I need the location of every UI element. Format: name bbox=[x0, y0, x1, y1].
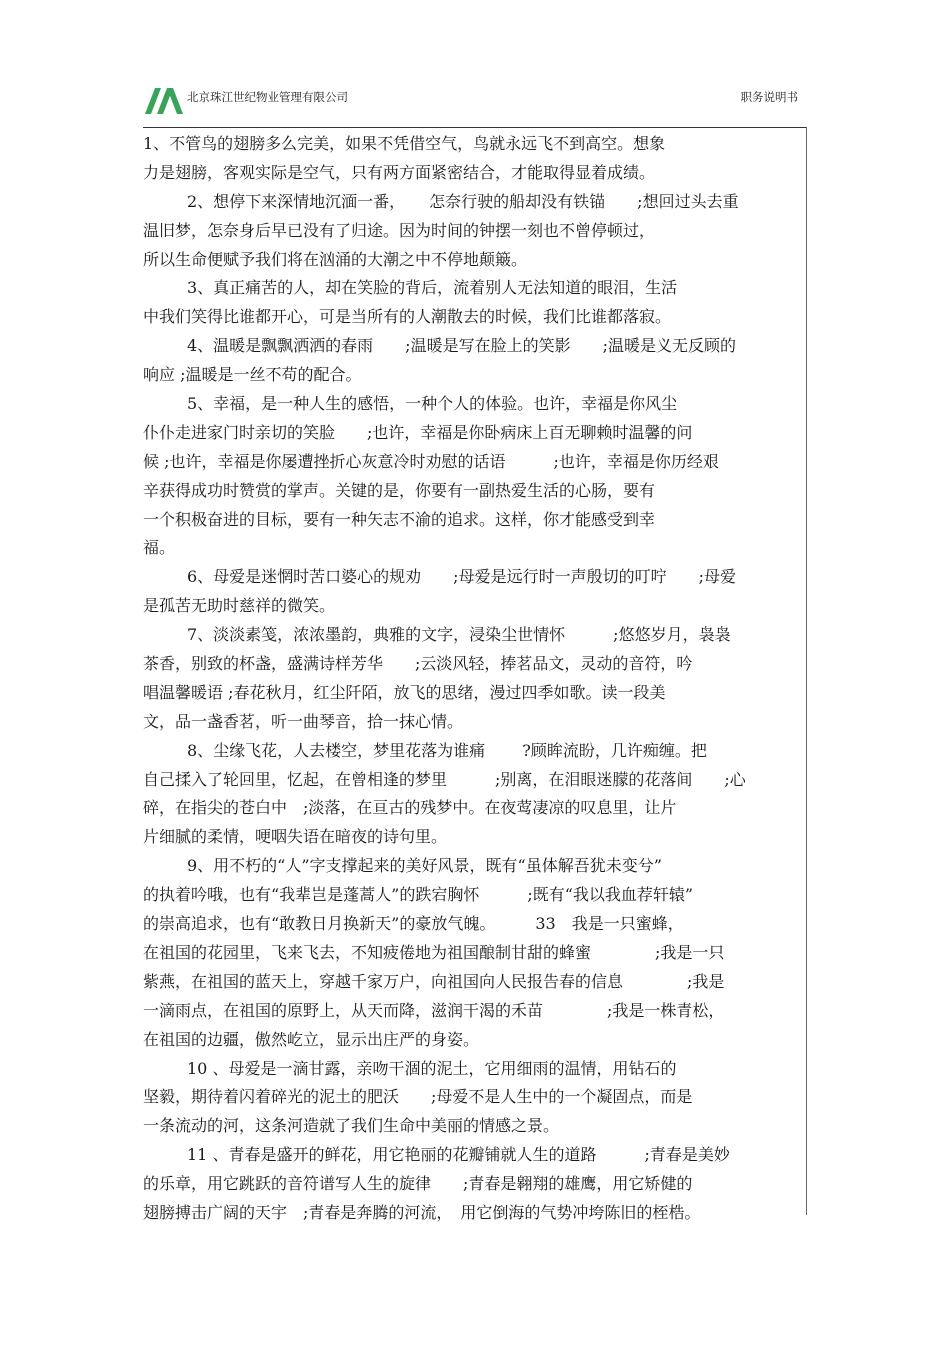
text-line: 6、母爱是迷惘时苦口婆心的规劝 ;母爱是远行时一声殷切的叮咛 ;母爱 bbox=[187, 567, 736, 587]
text-line: 所以生命便赋予我们将在汹涌的大潮之中不停地颠簸。 bbox=[143, 249, 528, 269]
company-name: 北京珠江世纪物业管理有限公司 bbox=[187, 90, 348, 104]
text-line: 福。 bbox=[143, 538, 176, 558]
header-divider bbox=[143, 127, 806, 128]
company-logo-icon bbox=[143, 84, 185, 118]
text-line: 在祖国的边疆，傲然屹立，显示出庄严的身姿。 bbox=[143, 1029, 480, 1049]
text-line: 片细腻的柔情，哽咽失语在暗夜的诗句里。 bbox=[143, 827, 448, 847]
body-text bbox=[143, 130, 813, 1228]
text-line: 力是翅膀，客观实际是空气，只有两方面紧密结合，才能取得显着成绩。 bbox=[143, 162, 656, 182]
text-line: 是孤苦无助时慈祥的微笑。 bbox=[143, 596, 336, 616]
text-line: 11 、青春是盛开的鲜花，用它艳丽的花瓣铺就人生的道路 ;青春是美妙 bbox=[187, 1145, 730, 1165]
text-line: 5、幸福，是一种人生的感悟，一种个人的体验。也许，幸福是你风尘 bbox=[187, 394, 678, 414]
text-line: 一条流动的河，这条河造就了我们生命中美丽的情感之景。 bbox=[143, 1116, 560, 1136]
text-line: 一个积极奋进的目标，要有一种矢志不渝的追求。这样，你才能感受到幸 bbox=[143, 509, 656, 529]
text-line: 中我们笑得比谁都开心，可是当所有的人潮散去的时候，我们比谁都落寂。 bbox=[143, 307, 672, 327]
text-line: 9、用不朽的“人”字支撑起来的美好风景，既有“虽体解吾犹未变兮” bbox=[187, 856, 662, 876]
text-line: 翅膀搏击广阔的天宇 ;青春是奔腾的河流， 用它倒海的气势冲垮陈旧的桎梏。 bbox=[143, 1202, 701, 1222]
text-line: 茶香，别致的杯盏，盛满诗样芳华 ;云淡风轻，捧茗品文，灵动的音符，吟 bbox=[143, 654, 693, 674]
text-line: 候 ;也许，幸福是你屡遭挫折心灰意冷时劝慰的话语 ;也许，幸福是你历经艰 bbox=[143, 451, 719, 471]
text-line: 7、淡淡素笺，浓浓墨韵，典雅的文字，浸染尘世情怀 ;悠悠岁月，袅袅 bbox=[187, 625, 731, 645]
text-line: 一滴雨点，在祖国的原野上，从天而降，滋润干渴的禾苗 ;我是一株青松， bbox=[143, 1000, 725, 1020]
text-line: 10 、母爱是一滴甘露，亲吻干涸的泥土，它用细雨的温情，用钻石的 bbox=[187, 1058, 677, 1078]
text-line: 文，品一盏香茗，听一曲琴音，拾一抹心情。 bbox=[143, 711, 464, 731]
text-line: 4、温暖是飘飘洒洒的春雨 ;温暖是写在脸上的笑影 ;温暖是义无反顾的 bbox=[187, 336, 736, 356]
text-line: 碎，在指尖的苍白中 ;淡落，在亘古的残梦中。在夜莺凄凉的叹息里，让片 bbox=[143, 798, 677, 818]
text-line: 紫燕，在祖国的蓝天上，穿越千家万户，向祖国向人民报告春的信息 ;我是 bbox=[143, 971, 725, 991]
text-line: 唱温馨暖语 ;春花秋月，红尘阡陌，放飞的思绪，漫过四季如歌。读一段美 bbox=[143, 682, 666, 702]
text-line: 1、不管鸟的翅膀多么完美，如果不凭借空气，鸟就永远飞不到高空。想象 bbox=[143, 134, 666, 153]
text-line: 的崇高追求，也有“敢教日月换新天”的豪放气魄。 33 我是一只蜜蜂， bbox=[143, 914, 684, 934]
text-line: 的乐章，用它跳跃的音符谱写人生的旋律 ;青春是翱翔的雄鹰，用它矫健的 bbox=[143, 1174, 693, 1194]
text-line: 的执着吟哦，也有“我辈岂是蓬蒿人”的跌宕胸怀 ;既有“我以我血荐轩辕” bbox=[143, 885, 694, 905]
text-line: 坚毅，期待着闪着碎光的泥土的肥沃 ;母爱不是人生中的一个凝固点，而是 bbox=[143, 1087, 693, 1107]
text-line: 仆仆走进家门时亲切的笑脸 ;也许，幸福是你卧病床上百无聊赖时温馨的问 bbox=[143, 422, 693, 442]
text-line: 自己揉入了轮回里，忆起，在曾相逢的梦里 ;别离，在泪眼迷朦的花落间 ;心 bbox=[143, 769, 746, 789]
text-line: 3、真正痛苦的人，却在笑脸的背后，流着别人无法知道的眼泪，生活 bbox=[187, 278, 678, 298]
text-line: 温旧梦，怎奈身后早已没有了归途。因为时间的钟摆一刻也不曾停顿过， bbox=[143, 220, 656, 240]
text-line: 辛获得成功时赞赏的掌声。关键的是，你要有一副热爱生活的心肠，要有 bbox=[143, 480, 656, 500]
text-line: 响应 ;温暖是一丝不苟的配合。 bbox=[143, 365, 362, 385]
document-type: 职务说明书 bbox=[740, 90, 798, 104]
text-line: 在祖国的花园里，飞来飞去，不知疲倦地为祖国酿制甘甜的蜂蜜 ;我是一只 bbox=[143, 942, 725, 962]
text-line: 2、想停下来深情地沉湎一番， 怎奈行驶的船却没有铁锚 ;想回过头去重 bbox=[187, 191, 739, 211]
text-line: 8、尘缘飞花，人去楼空，梦里花落为谁痛 ?顾眸流盼，几许痴缠。把 bbox=[187, 740, 707, 760]
page-header bbox=[143, 80, 806, 126]
